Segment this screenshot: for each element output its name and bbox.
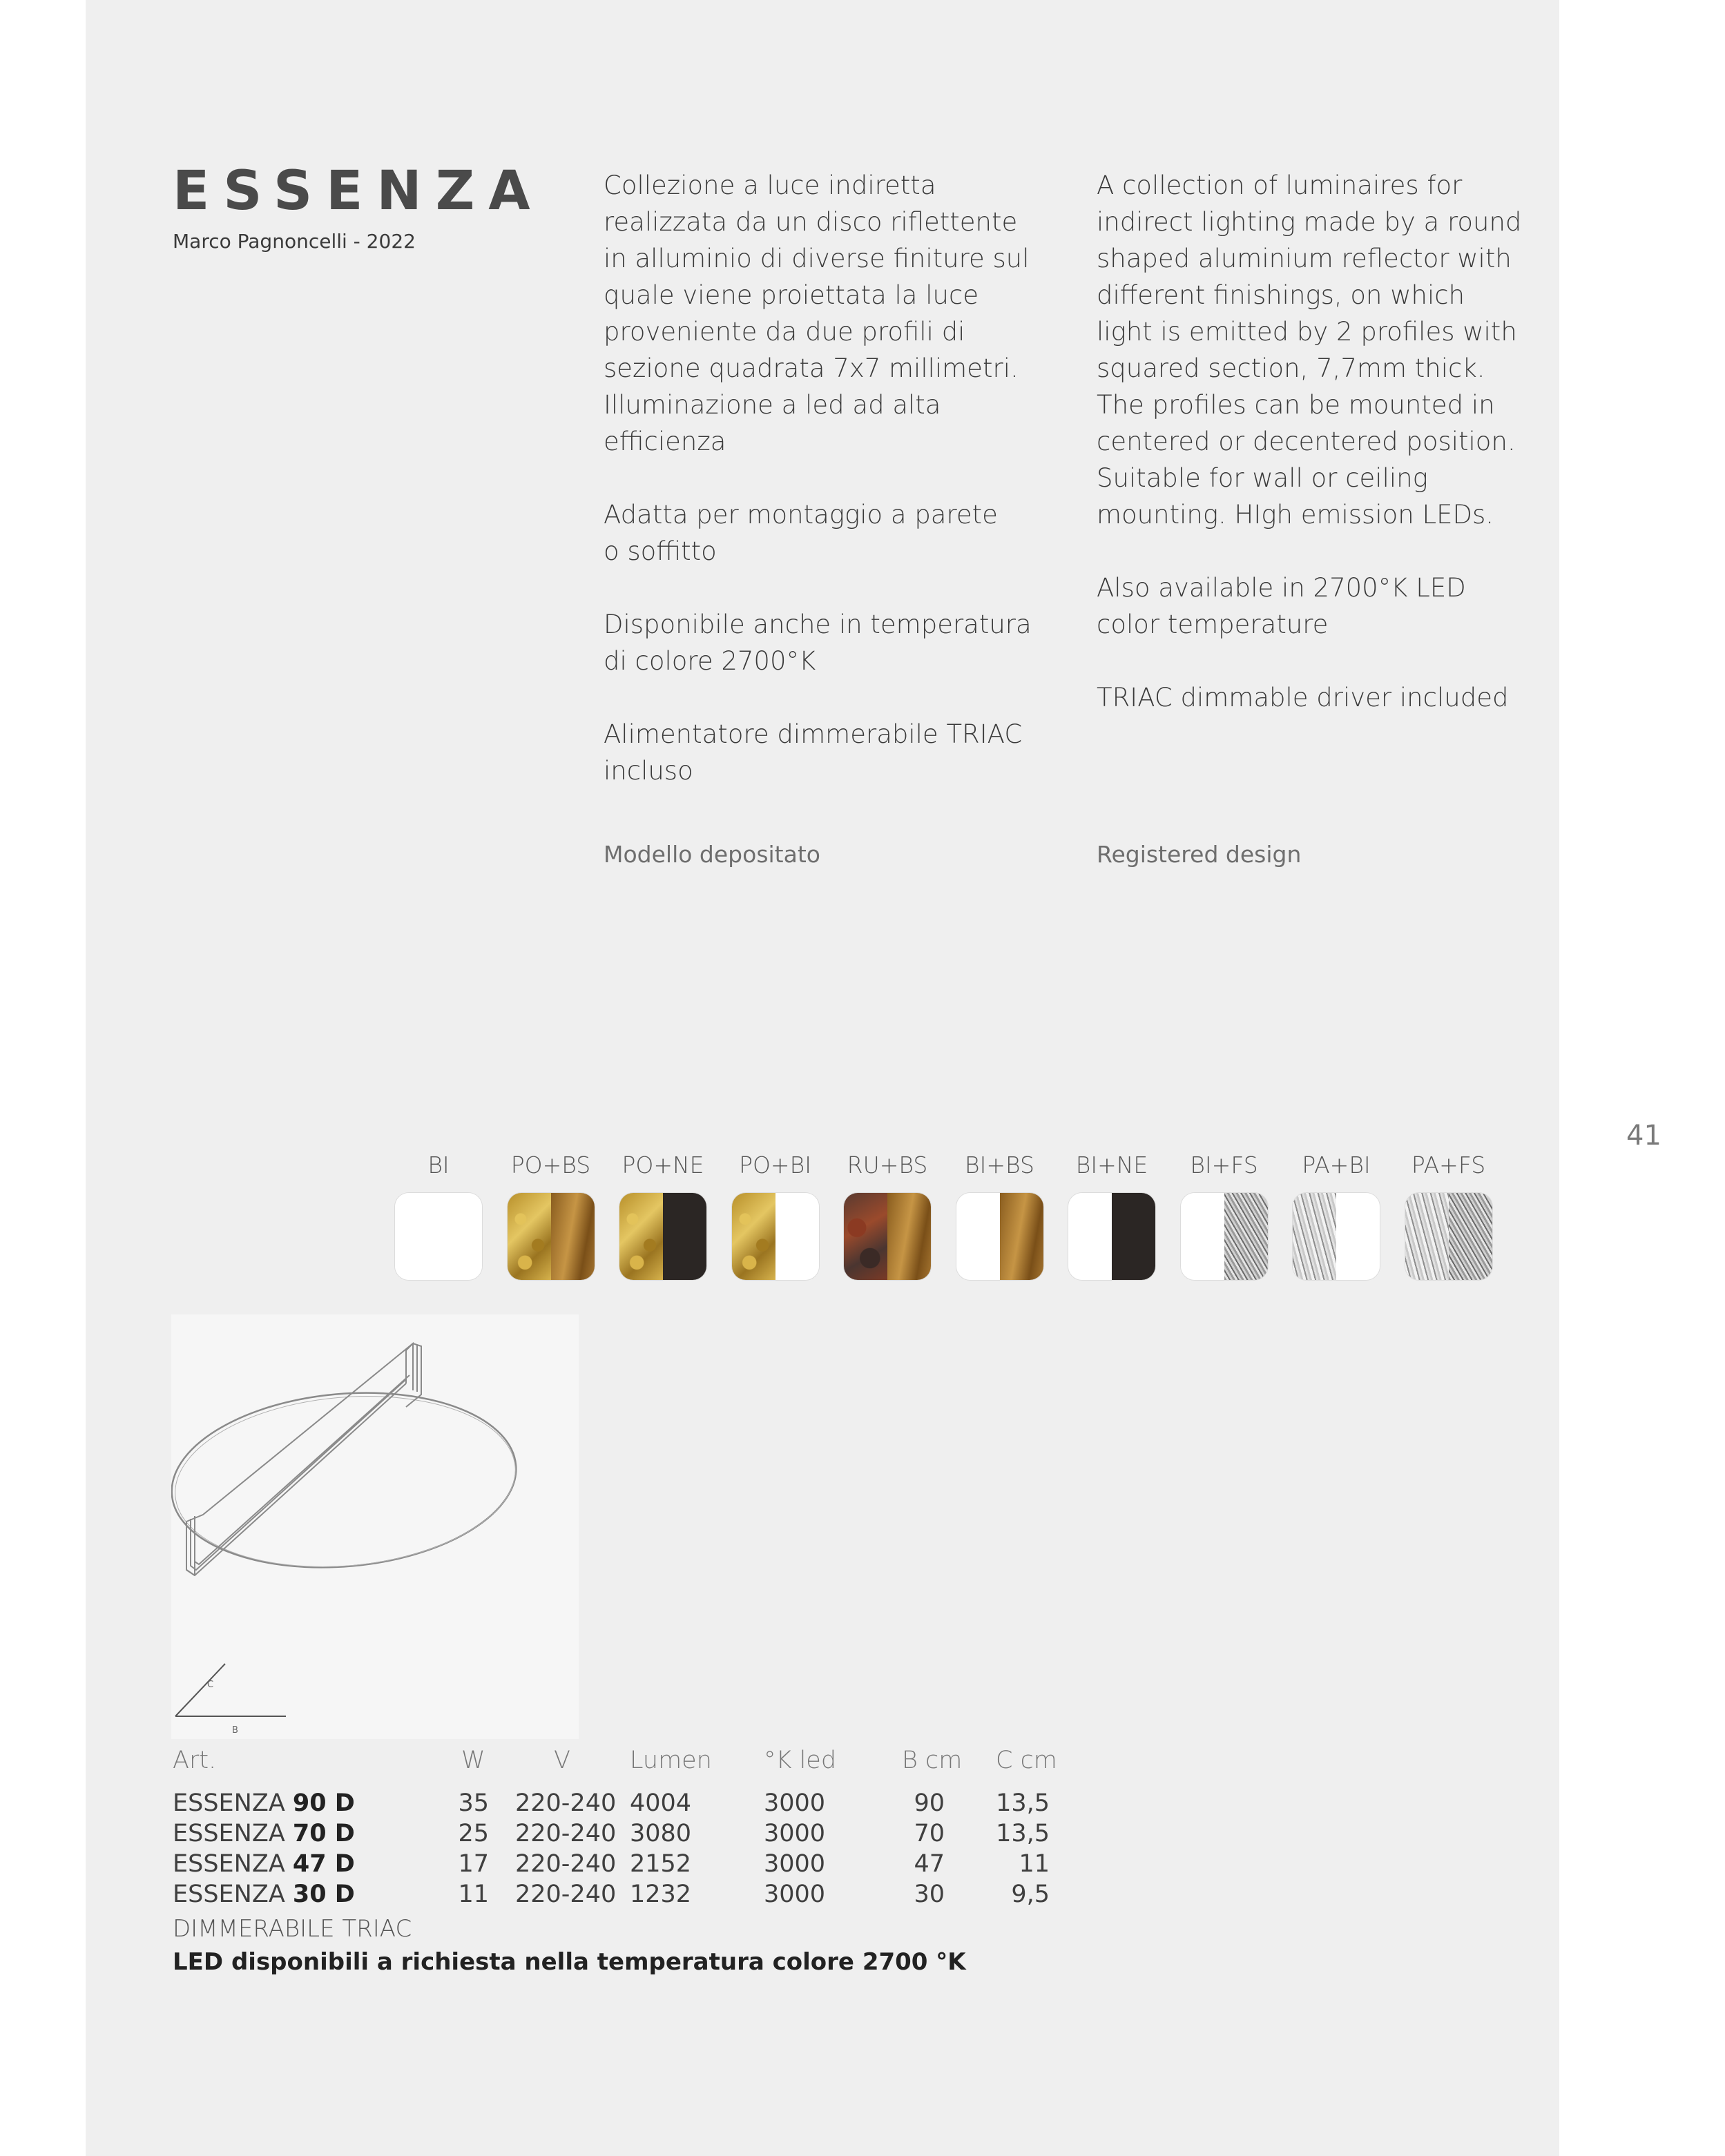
finish-code-label: BI+NE bbox=[1075, 1152, 1148, 1178]
article-family: ESSENZA bbox=[173, 1789, 285, 1817]
swatch-half bbox=[1112, 1193, 1155, 1280]
english-line: centered or decentered position. bbox=[1097, 427, 1516, 456]
english-line: shaped aluminium reflector with bbox=[1097, 244, 1512, 273]
italian-line: quale viene proiettata la luce bbox=[604, 280, 979, 310]
english-line: different finishings, on which bbox=[1097, 280, 1465, 310]
finish-code-label: BI+FS bbox=[1190, 1152, 1258, 1178]
essenza-line-drawing bbox=[171, 1314, 579, 1739]
italian-line: o soffitto bbox=[604, 536, 717, 566]
col-lumen: Lumen bbox=[630, 1747, 712, 1774]
english-line: TRIAC dimmable driver included bbox=[1097, 683, 1509, 712]
article-model: 70 D bbox=[292, 1820, 355, 1847]
swatch-half bbox=[439, 1193, 482, 1280]
axis-b-label: B bbox=[232, 1725, 238, 1736]
article-model: 90 D bbox=[292, 1789, 355, 1817]
dimmable-note: DIMMERABILE TRIAC bbox=[173, 1915, 412, 1943]
finish-code-label: PO+NE bbox=[621, 1152, 704, 1178]
italian-line: Adatta per montaggio a parete bbox=[604, 500, 998, 530]
article-name bbox=[173, 1881, 355, 1908]
cell-b: 47 bbox=[914, 1850, 945, 1878]
finish-code-label: PA+FS bbox=[1411, 1152, 1486, 1178]
spec-row bbox=[173, 1789, 1139, 1820]
swatch-half bbox=[1068, 1193, 1112, 1280]
cell-k: 3000 bbox=[764, 1881, 826, 1908]
italian-line: Collezione a luce indiretta bbox=[604, 171, 936, 200]
col-k: °K led bbox=[764, 1747, 837, 1774]
italian-design-note: Modello depositato bbox=[604, 841, 820, 868]
italian-line: di colore 2700°K bbox=[604, 646, 816, 676]
col-b: B cm bbox=[902, 1747, 963, 1774]
cell-v: 220-240 bbox=[515, 1820, 617, 1847]
article-family: ESSENZA bbox=[173, 1850, 285, 1878]
english-line: indirect lighting made by a round bbox=[1097, 207, 1522, 237]
italian-line: proveniente da due profili di bbox=[604, 317, 965, 347]
cell-w: 11 bbox=[458, 1881, 489, 1908]
spec-row bbox=[173, 1850, 1139, 1881]
finish-swatch bbox=[508, 1193, 595, 1280]
article-family: ESSENZA bbox=[173, 1881, 285, 1908]
article-model: 30 D bbox=[292, 1881, 355, 1908]
page-number: 41 bbox=[1626, 1120, 1661, 1152]
finish-code-label: PA+BI bbox=[1302, 1152, 1371, 1178]
cell-lumen: 2152 bbox=[630, 1850, 692, 1878]
article-family: ESSENZA bbox=[173, 1820, 285, 1847]
product-drawing bbox=[171, 1314, 579, 1739]
english-line: A collection of luminaires for bbox=[1097, 171, 1463, 200]
cell-k: 3000 bbox=[764, 1850, 826, 1878]
cell-lumen: 3080 bbox=[630, 1820, 692, 1847]
cell-w: 25 bbox=[458, 1820, 489, 1847]
cell-b: 90 bbox=[914, 1789, 945, 1817]
swatch-half bbox=[1224, 1193, 1268, 1280]
col-v: V bbox=[554, 1747, 570, 1774]
cell-c: 11 bbox=[1019, 1850, 1050, 1878]
italian-line: sezione quadrata 7x7 millimetri. bbox=[604, 353, 1019, 383]
swatch-half bbox=[1449, 1193, 1492, 1280]
finish-swatch bbox=[732, 1193, 819, 1280]
swatch-half bbox=[844, 1193, 887, 1280]
finish-swatch bbox=[619, 1193, 706, 1280]
cell-c: 13,5 bbox=[996, 1789, 1050, 1817]
italian-description bbox=[604, 167, 1073, 789]
english-line: Suitable for wall or ceiling bbox=[1097, 463, 1428, 493]
italian-line: in alluminio di diverse finiture sul bbox=[604, 244, 1030, 273]
cell-lumen: 1232 bbox=[630, 1881, 692, 1908]
article-name bbox=[173, 1850, 355, 1878]
article-model: 47 D bbox=[292, 1850, 355, 1878]
col-art: Art. bbox=[173, 1747, 217, 1774]
english-line: squared section, 7,7mm thick. bbox=[1097, 353, 1485, 383]
spec-table bbox=[173, 1747, 1139, 1911]
cell-b: 30 bbox=[914, 1881, 945, 1908]
cell-b: 70 bbox=[914, 1820, 945, 1847]
swatch-half bbox=[1336, 1193, 1380, 1280]
swatch-half bbox=[956, 1193, 1000, 1280]
english-design-note: Registered design bbox=[1097, 841, 1302, 868]
swatch-half bbox=[1000, 1193, 1043, 1280]
swatch-half bbox=[551, 1193, 595, 1280]
finish-swatch bbox=[1293, 1193, 1380, 1280]
finish-swatch bbox=[844, 1193, 931, 1280]
cell-c: 9,5 bbox=[1011, 1881, 1050, 1908]
cell-lumen: 4004 bbox=[630, 1789, 692, 1817]
col-c: C cm bbox=[996, 1747, 1057, 1774]
finish-swatch bbox=[1068, 1193, 1155, 1280]
cell-v: 220-240 bbox=[515, 1881, 617, 1908]
italian-line: incluso bbox=[604, 756, 693, 786]
spec-header-row bbox=[173, 1747, 1139, 1789]
cell-w: 17 bbox=[458, 1850, 489, 1878]
swatch-half bbox=[1181, 1193, 1224, 1280]
finish-swatch bbox=[395, 1193, 482, 1280]
col-w: W bbox=[461, 1747, 485, 1774]
swatch-half bbox=[732, 1193, 775, 1280]
italian-line: Illuminazione a led ad alta bbox=[604, 390, 941, 420]
swatch-half bbox=[887, 1193, 931, 1280]
swatch-half bbox=[663, 1193, 706, 1280]
swatch-half bbox=[619, 1193, 663, 1280]
finish-code-label: RU+BS bbox=[847, 1152, 928, 1178]
cell-v: 220-240 bbox=[515, 1789, 617, 1817]
article-name bbox=[173, 1820, 355, 1847]
finish-swatch bbox=[1405, 1193, 1492, 1280]
english-line: color temperature bbox=[1097, 610, 1329, 639]
swatch-half bbox=[395, 1193, 439, 1280]
cell-c: 13,5 bbox=[996, 1820, 1050, 1847]
swatch-half bbox=[508, 1193, 551, 1280]
finish-code-label: PO+BS bbox=[510, 1152, 591, 1178]
italian-line: Alimentatore dimmerabile TRIAC bbox=[604, 719, 1023, 749]
led-availability-note: LED disponibili a richiesta nella temperatura colore 2700 °K bbox=[173, 1948, 966, 1976]
article-name bbox=[173, 1789, 355, 1817]
finish-swatch bbox=[956, 1193, 1043, 1280]
product-title: ESSENZA bbox=[173, 160, 544, 222]
english-line: Also available in 2700°K LED bbox=[1097, 573, 1466, 603]
axis-c-label: C bbox=[207, 1680, 214, 1690]
italian-line: realizzata da un disco riflettente bbox=[604, 207, 1018, 237]
swatch-half bbox=[1405, 1193, 1449, 1280]
italian-line: Disponibile anche in temperatura bbox=[604, 610, 1032, 639]
spec-row bbox=[173, 1820, 1139, 1850]
finish-code-label: BI bbox=[427, 1152, 450, 1178]
finish-code-label: PO+BI bbox=[739, 1152, 811, 1178]
english-line: The profiles can be mounted in bbox=[1097, 390, 1495, 420]
english-line: mounting. HIgh emission LEDs. bbox=[1097, 500, 1494, 530]
cell-v: 220-240 bbox=[515, 1850, 617, 1878]
finish-swatch bbox=[1181, 1193, 1268, 1280]
italian-line: efficienza bbox=[604, 427, 726, 456]
cell-k: 3000 bbox=[764, 1820, 826, 1847]
swatch-half bbox=[775, 1193, 819, 1280]
english-line: light is emitted by 2 profiles with bbox=[1097, 317, 1517, 347]
spec-row bbox=[173, 1881, 1139, 1911]
designer-credit: Marco Pagnoncelli - 2022 bbox=[173, 230, 416, 253]
english-description bbox=[1097, 167, 1566, 716]
cell-k: 3000 bbox=[764, 1789, 826, 1817]
cell-w: 35 bbox=[458, 1789, 489, 1817]
finish-code-label: BI+BS bbox=[965, 1152, 1034, 1178]
swatch-half bbox=[1293, 1193, 1336, 1280]
